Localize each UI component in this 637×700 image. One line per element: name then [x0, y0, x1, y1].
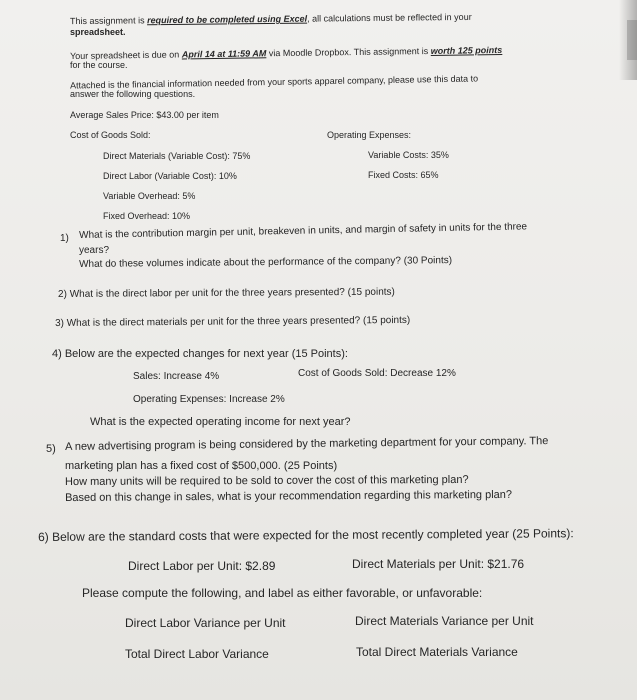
- attached-line-1: Attached is the financial information needed from your sports apparel company, please use this data to: [69, 73, 479, 91]
- opex-label: Operating Expenses:: [327, 130, 412, 140]
- q1-line-a: What is the contribution margin per unit, breakeven in units, and margin of safety in units for the three: [79, 221, 528, 241]
- q5-line-c: How many units will be required to be sold to cover the cost of this marketing plan?: [65, 473, 469, 488]
- q4-opex: Operating Expenses: Increase 2%: [133, 394, 285, 405]
- intro-line-1: [70, 12, 472, 26]
- excel-requirement: required to be completed using Excel: [147, 13, 308, 26]
- direct-labor: Direct Labor (Variable Cost): 10%: [103, 171, 237, 181]
- fixed-costs: Fixed Costs: 65%: [368, 170, 439, 180]
- cogs-label: Cost of Goods Sold:: [70, 130, 151, 140]
- variable-costs: Variable Costs: 35%: [368, 150, 449, 160]
- q6-dm-variance: Direct Materials Variance per Unit: [355, 614, 534, 628]
- q1-number: 1): [60, 233, 69, 244]
- intro-line-2: spreadsheet.: [70, 27, 126, 37]
- intro-text-a: This assignment is: [69, 15, 145, 27]
- q6-direct-materials: Direct Materials per Unit: $21.76: [352, 557, 525, 571]
- due-date: April 14 at 11:59 AM: [181, 48, 267, 60]
- avg-sales-price: Average Sales Price: $43.00 per item: [70, 110, 219, 120]
- fixed-overhead: Fixed Overhead: 10%: [103, 211, 191, 221]
- q5-number: 5): [46, 443, 56, 455]
- q6-ask: Please compute the following, and label as either favorable, or unfavorable:: [82, 586, 483, 600]
- points-worth: worth 125 points: [430, 44, 503, 56]
- q5-line-b: marketing plan has a fixed cost of $500,000. (25 Points): [65, 460, 338, 472]
- q6-direct-labor: Direct Labor per Unit: $2.89: [128, 559, 276, 573]
- page-edge-fold: [627, 20, 637, 60]
- q1-line-c: What do these volumes indicate about the performance of the company? (30 Points): [79, 255, 453, 270]
- due-text-a: Your spreadsheet is due on: [69, 49, 180, 62]
- due-line-2: for the course.: [70, 60, 128, 70]
- q6-total-dl-variance: Total Direct Labor Variance: [125, 647, 269, 661]
- direct-materials: Direct Materials (Variable Cost): 75%: [103, 151, 251, 161]
- due-line: [70, 45, 502, 61]
- due-text-b: via Moodle Dropbox. This assignment is: [268, 46, 429, 59]
- question-4: 4) Below are the expected changes for next year (15 Points):: [52, 348, 348, 360]
- q6-dl-variance: Direct Labor Variance per Unit: [125, 616, 286, 630]
- question-2: 2) What is the direct labor per unit for the three years presented? (15 points): [58, 286, 395, 300]
- variable-overhead: Variable Overhead: 5%: [103, 191, 196, 201]
- q5-line-a: A new advertising program is being considered by the marketing department for your company. The: [65, 435, 549, 453]
- question-3: 3) What is the direct materials per unit for the three years presented? (15 points): [55, 314, 411, 329]
- q4-cogs: Cost of Goods Sold: Decrease 12%: [298, 368, 456, 379]
- q4-ask: What is the expected operating income for next year?: [90, 416, 351, 428]
- q1-line-b: years?: [79, 245, 110, 256]
- intro-text-b: , all calculations must be reflected in your: [307, 11, 472, 24]
- question-6: 6) Below are the standard costs that were expected for the most recently completed year (25 Points):: [38, 526, 574, 544]
- q5-line-d: Based on this change in sales, what is your recommendation regarding this marketing plan?: [65, 488, 513, 504]
- q6-total-dm-variance: Total Direct Materials Variance: [356, 645, 518, 659]
- q4-sales: Sales: Increase 4%: [133, 371, 220, 382]
- attached-line-2: answer the following questions.: [70, 89, 196, 99]
